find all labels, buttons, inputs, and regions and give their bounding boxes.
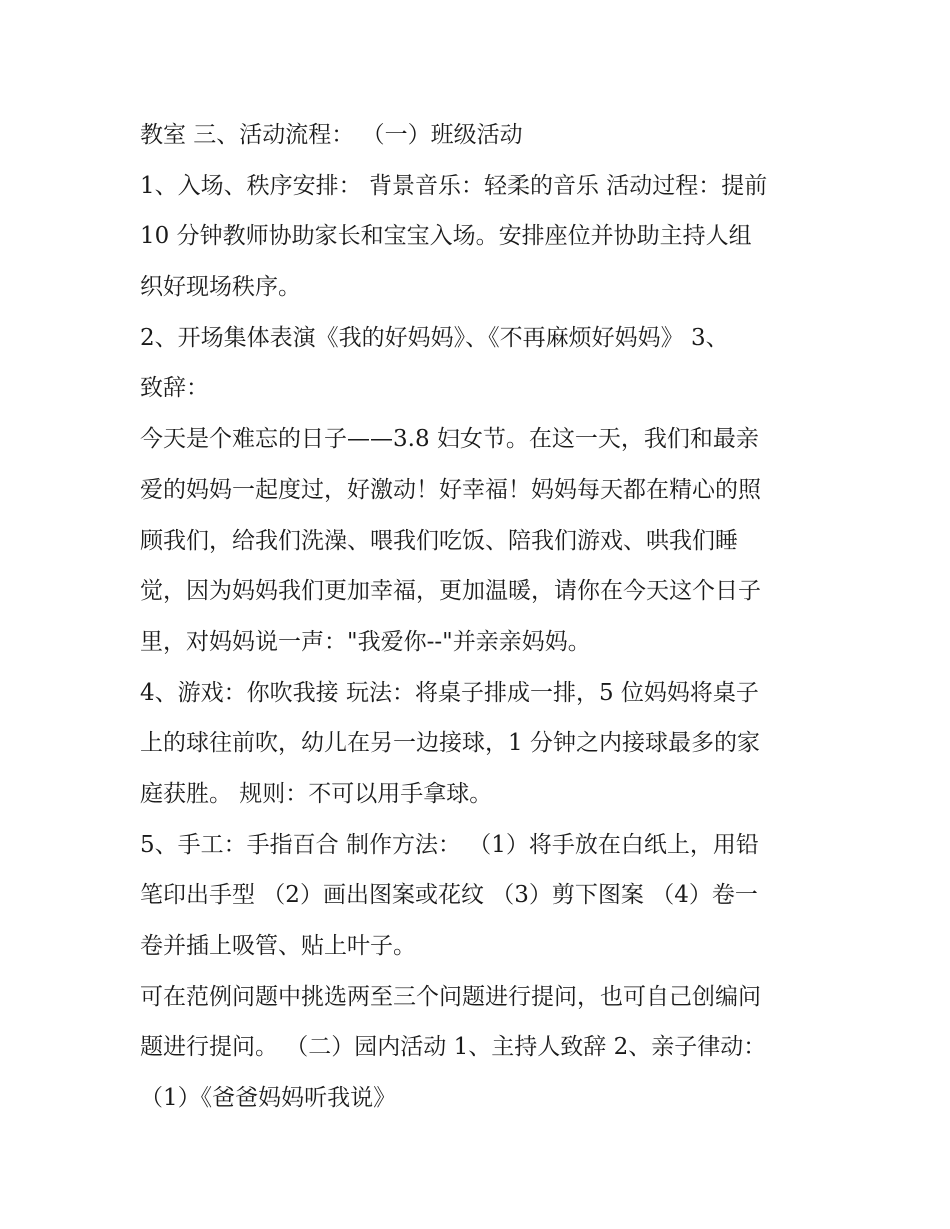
- text-line-2: 1、入场、秩序安排： 背景音乐：轻柔的音乐 活动过程：提前: [140, 172, 768, 199]
- document-body: [140, 110, 820, 1124]
- text-line-9: 顾我们，给我们洗澡、喂我们吃饭、陪我们游戏、哄我们睡: [140, 527, 738, 554]
- text-line-17: 卷并插上吸管、贴上叶子。: [140, 933, 416, 959]
- text-line-10: 觉，因为妈妈我们更加幸福，更加温暖，请你在今天这个日子: [140, 578, 761, 605]
- text-line-8: 爱的妈妈一起度过，好激动！好幸福！妈妈每天都在精心的照: [140, 476, 761, 503]
- text-line-20: （1）《爸爸妈妈听我说》: [140, 1085, 397, 1112]
- text-line-7: 今天是个难忘的日子——3.8 妇女节。在这一天，我们和最亲: [140, 426, 759, 453]
- text-line-1: 教室 三、活动流程： （一）班级活动: [140, 122, 523, 148]
- text-line-19: 题进行提问。 （二）园内活动 1、主持人致辞 2、亲子律动：: [140, 1034, 767, 1061]
- text-line-12: 4、游戏：你吹我接 玩法：将桌子排成一排，5 位妈妈将桌子: [140, 679, 759, 706]
- text-line-18: 可在范例问题中挑选两至三个问题进行提问，也可自己创编问: [140, 983, 761, 1010]
- text-line-3: 10 分钟教师协助家长和宝宝入场。安排座位并协助主持人组: [140, 223, 752, 250]
- text-line-6: 致辞：: [140, 375, 209, 402]
- text-line-11: 里，对妈妈说一声："我爱你--"并亲亲妈妈。: [140, 628, 591, 655]
- text-line-5: 2、开场集体表演《我的好妈妈》、《不再麻烦好妈妈》 3、: [140, 324, 729, 351]
- text-line-13: 上的球往前吹，幼儿在另一边接球，1 分钟之内接球最多的家: [140, 730, 760, 757]
- text-line-4: 织好现场秩序。: [140, 274, 301, 301]
- text-line-16: 笔印出手型 （2）画出图案或花纹 （3）剪下图案 （4）卷一: [140, 882, 758, 909]
- text-line-14: 庭获胜。 规则：不可以用手拿球。: [140, 780, 493, 807]
- text-line-15: 5、手工：手指百合 制作方法： （1）将手放在白纸上，用铅: [140, 831, 759, 858]
